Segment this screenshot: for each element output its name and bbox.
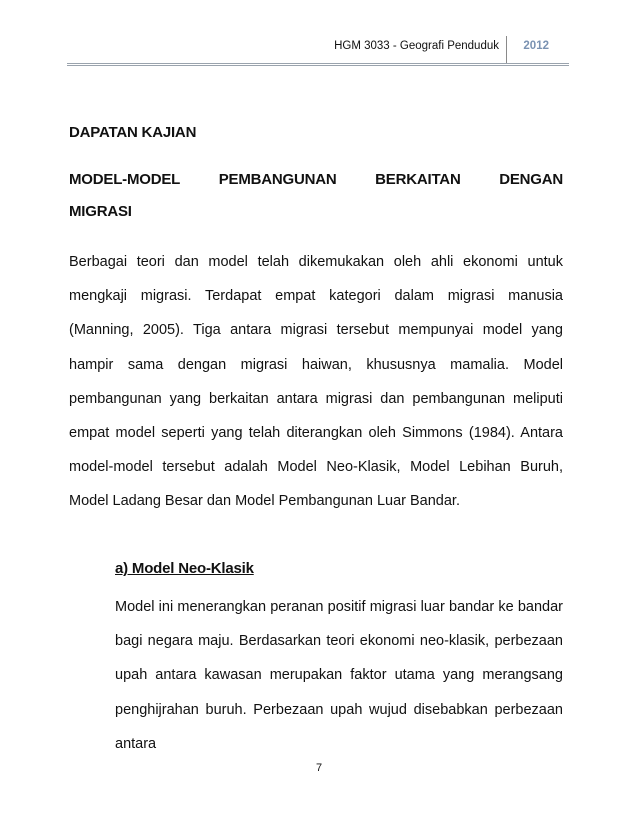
subsection-word: BERKAITAN — [375, 171, 461, 188]
subsection-heading-line2: MIGRASI — [69, 203, 132, 220]
header-rule-secondary — [67, 65, 569, 66]
model-paragraph: Model ini menerangkan peranan positif migrasi luar bandar ke bandar bagi negara maju. Berdasarkan teori ekonomi neo-klasik, perbezaan upah antara kawasan merupakan faktor utama yang merangsang penghijrahan buruh. Perbezaan upah wujud disebabkan perbezaan antara — [115, 599, 563, 752]
section-heading: DAPATAN KAJIAN — [69, 124, 197, 141]
model-heading: a) Model Neo-Klasik — [115, 560, 254, 577]
header-year: 2012 — [523, 40, 549, 52]
body-paragraph: Berbagai teori dan model telah dikemukakan oleh ahli ekonomi untuk mengkaji migrasi. Terdapat empat kategori dalam migrasi manusia (Manning, 2005). Tiga antara migrasi tersebut mempunyai model yang hampir sama dengan migrasi haiwan, khususnya mamalia. Model pembangunan yang berkaitan antara migrasi dan pembangunan meliputi empat model seperti yang telah diterangkan oleh Simmons (1984). Antara model-model tersebut adalah Model Neo-Klasik, Model Lebihan Buruh, Model Ladang Besar dan Model Pembangunan Luar Bandar. — [69, 254, 563, 510]
page-number: 7 — [315, 762, 323, 774]
header-rule — [67, 63, 569, 64]
subsection-word: PEMBANGUNAN — [218, 171, 337, 188]
subsection-heading — [69, 171, 563, 188]
page-header — [67, 36, 569, 64]
header-title: HGM 3033 - Geografi Penduduk — [334, 40, 499, 52]
subsection-word: MODEL-MODEL — [69, 171, 181, 188]
subsection-word: DENGAN — [499, 171, 563, 188]
header-divider — [506, 36, 507, 63]
